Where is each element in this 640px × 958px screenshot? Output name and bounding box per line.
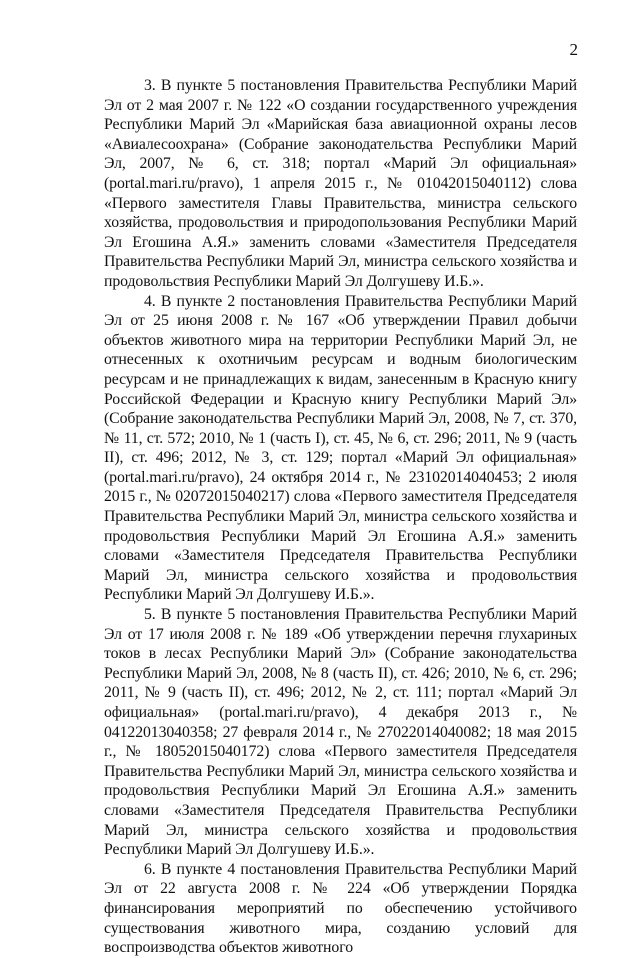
paragraph-5: 5. В пункте 5 постановления Правительства Республики Марий Эл от 17 июля 2008 г. № 189 «Об утверждении перечня глухариных токов в лесах Республики Марий Эл» (Собрание законодательства Республики Марий Эл, 2008, № 8 (часть II), ст. 426; 2010, № 6, ст. 296; 2011, № 9 (часть II), ст. 496; 2012, № 2, ст. 111; портал «Марий Эл официальная» (portal.mari.ru/pravo), 4 декабря 2013 г., № 04122013040358; 27 февраля 2014 г., № 27022014040082; 18 мая 2015 г., № 18052015040172) слова «Первого заместителя Председателя Правительства Республики Марий Эл, министра сельского хозяйства и продовольствия Республики Марий Эл Егошина А.Я.» заменить словами «Заместителя Председателя Правительства Республики Марий Эл, министра сельского хозяйства и продовольствия Республики Марий Эл Долгушеву И.Б.». [104,606,577,859]
paragraph-6: 6. В пункте 4 постановления Правительства Республики Марий Эл от 22 августа 2008 г. № 224 «Об утверждении Порядка финансирования мероприятий по обеспечению устойчивого существования животного мира, созданию условий для воспроизводства объектов животного [104,860,577,957]
paragraph-4: 4. В пункте 2 постановления Правительства Республики Марий Эл от 25 июня 2008 г. № 167 «Об утверждении Правил добычи объектов животного мира на территории Республики Марий Эл, не отнесенных к охотничьим ресурсам и водным биологическим ресурсам и не принадлежащих к видам, занесенным в Красную книгу Российской Федерации и Красную книгу Республики Марий Эл» (Собрание законодательства Республики Марий Эл, 2008, № 7, ст. 370, № 11, ст. 572; 2010, № 1 (часть I), ст. 45, № 6, ст. 296; 2011, № 9 (часть II), ст. 496; 2012, № 3, ст. 129; портал «Марий Эл официальная» (portal.mari.ru/pravo), 24 октября 2014 г., № 23102014040453; 2 июля 2015 г., № 02072015040217) слова «Первого заместителя Председателя Правительства Республики Марий Эл, министра сельского хозяйства и продовольствия Республики Марий Эл Егошина А.Я.» заменить словами «Заместителя Председателя Правительства Республики Марий Эл, министра сельского хозяйства и продовольствия Республики Марий Эл Долгушеву И.Б.». [104,292,577,604]
document-body [104,76,577,958]
paragraph-3: 3. В пункте 5 постановления Правительства Республики Марий Эл от 2 мая 2007 г. № 122 «О создании государственного учреждения Республики Марий Эл «Марийская база авиационной охраны лесов «Авиалесоохрана» (Собрание законодательства Республики Марий Эл, 2007, № 6, ст. 318; портал «Марий Эл официальная» (portal.mari.ru/pravo), 1 апреля 2015 г., № 01042015040112) слова «Первого заместителя Главы Правительства, министра сельского хозяйства, продовольствия и природопользования Республики Марий Эл Егошина А.Я.» заменить словами «Заместителя Председателя Правительства Республики Марий Эл, министра сельского хозяйства и продовольствия Республики Марий Эл Долгушеву И.Б.». [104,77,577,290]
page-number: 2 [569,40,578,59]
